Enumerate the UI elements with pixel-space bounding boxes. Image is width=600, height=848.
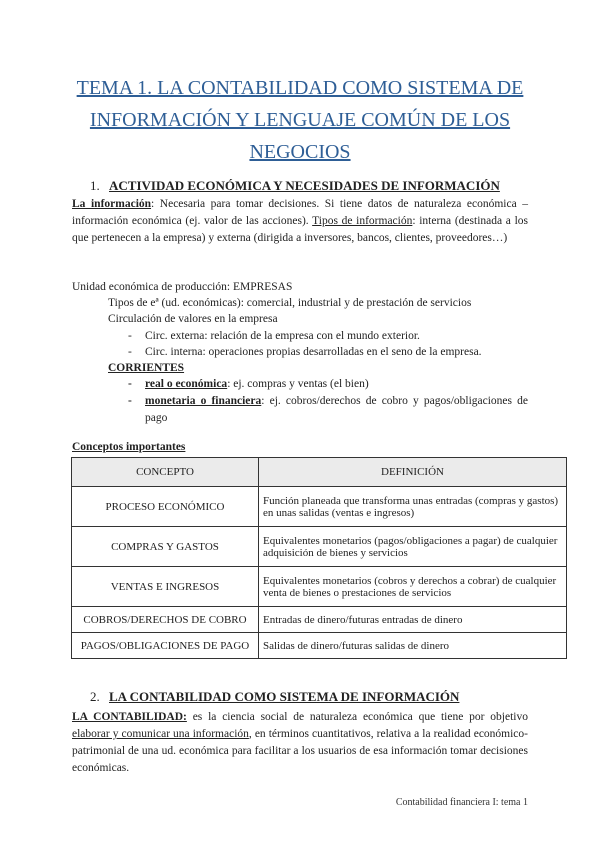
term-monetaria: monetaria o financiera	[145, 395, 262, 407]
dash-bullet: -	[128, 346, 132, 358]
definition-cell: Entradas de dinero/futuras entradas de dinero	[259, 607, 567, 633]
section1-heading: ACTIVIDAD ECONÓMICA Y NECESIDADES DE INFORMACIÓN	[109, 178, 500, 193]
table-row	[72, 607, 567, 633]
tipos-empresas: Tipos de eª (ud. económicas): comercial, industrial y de prestación de servicios	[108, 297, 472, 309]
text-real: : ej. compras y ventas (el bien)	[227, 378, 369, 390]
corrientes-heading: CORRIENTES	[108, 362, 185, 374]
table-header-row	[72, 458, 567, 487]
corriente-real	[145, 376, 369, 393]
header-definicion: DEFINICIÓN	[259, 458, 567, 487]
dash-bullet: -	[128, 395, 132, 407]
paragraph-contabilidad	[72, 709, 528, 777]
section2-number: 2.	[90, 689, 100, 704]
text-monetaria: : ej. cobros/derechos de cobro y pagos/obligaciones de pago	[145, 395, 528, 424]
table-row	[72, 527, 567, 567]
circ-interna: Circ. interna: operaciones propias desarrolladas en el seno de la empresa.	[145, 346, 482, 358]
text-informacion-1: : Necesaria para tomar decisiones. Si tiene datos de naturaleza económica – información económica (ej. valor de las acciones).	[72, 198, 528, 227]
section2-heading: LA CONTABILIDAD COMO SISTEMA DE INFORMACIÓN	[109, 689, 460, 704]
definition-cell: Equivalentes monetarios (pagos/obligaciones a pagar) de cualquier adquisición de bienes y servicios	[259, 527, 567, 567]
dash-bullet: -	[128, 378, 132, 390]
definition-cell: Salidas de dinero/futuras salidas de dinero	[259, 633, 567, 659]
text-informacion-2: : interna (destinada a los que pertenecen a la empresa) y externa (dirigida a inversores, bancos, clientes, proveedores…)	[72, 215, 528, 244]
concept-cell: PROCESO ECONÓMICO	[72, 487, 259, 527]
text-contabilidad-1: es la ciencia social de naturaleza económica que tiene por objetivo	[186, 711, 528, 723]
header-concepto: CONCEPTO	[72, 458, 259, 487]
term-real: real o económica	[145, 378, 228, 390]
dash-bullet: -	[128, 330, 132, 342]
table-caption: Conceptos importantes	[72, 441, 186, 453]
concept-cell: PAGOS/OBLIGACIONES DE PAGO	[72, 633, 259, 659]
term-tipos-informacion: Tipos de información	[312, 215, 413, 227]
section1-number: 1.	[90, 178, 100, 193]
concepts-table	[71, 457, 567, 659]
concept-cell: COMPRAS Y GASTOS	[72, 527, 259, 567]
corriente-monetaria	[145, 393, 528, 427]
circ-externa: Circ. externa: relación de la empresa con el mundo exterior.	[145, 330, 420, 342]
table-row	[72, 633, 567, 659]
table-row	[72, 487, 567, 527]
concept-cell: VENTAS E INGRESOS	[72, 567, 259, 607]
term-elaborar: elaborar y comunicar una información	[72, 728, 249, 740]
page-title: TEMA 1. LA CONTABILIDAD COMO SISTEMA DE INFORMACIÓN Y LENGUAJE COMÚN DE LOS NEGOCIOS	[76, 77, 524, 163]
term-contabilidad: LA CONTABILIDAD:	[72, 711, 187, 723]
definition-cell: Función planeada que transforma unas entradas (compras y gastos) en unas salidas (ventas e ingresos)	[259, 487, 567, 527]
concept-cell: COBROS/DERECHOS DE COBRO	[72, 607, 259, 633]
paragraph-informacion	[72, 196, 528, 247]
page-footer: Contabilidad financiera I: tema 1	[395, 797, 528, 808]
circulacion-valores: Circulación de valores en la empresa	[108, 313, 278, 325]
text-contabilidad-2: , en términos cuantitativos, relativa a la realidad económico-patrimonial de una ud. económica para facilitar a los usuarios de esa información tomar decisiones económicas.	[72, 728, 528, 774]
term-informacion: La información	[72, 198, 152, 210]
table-row	[72, 567, 567, 607]
definition-cell: Equivalentes monetarios (cobros y derechos a cobrar) de cualquier venta de bienes o prestaciones de servicios	[259, 567, 567, 607]
unidad-economica: Unidad económica de producción: EMPRESAS	[72, 281, 293, 293]
